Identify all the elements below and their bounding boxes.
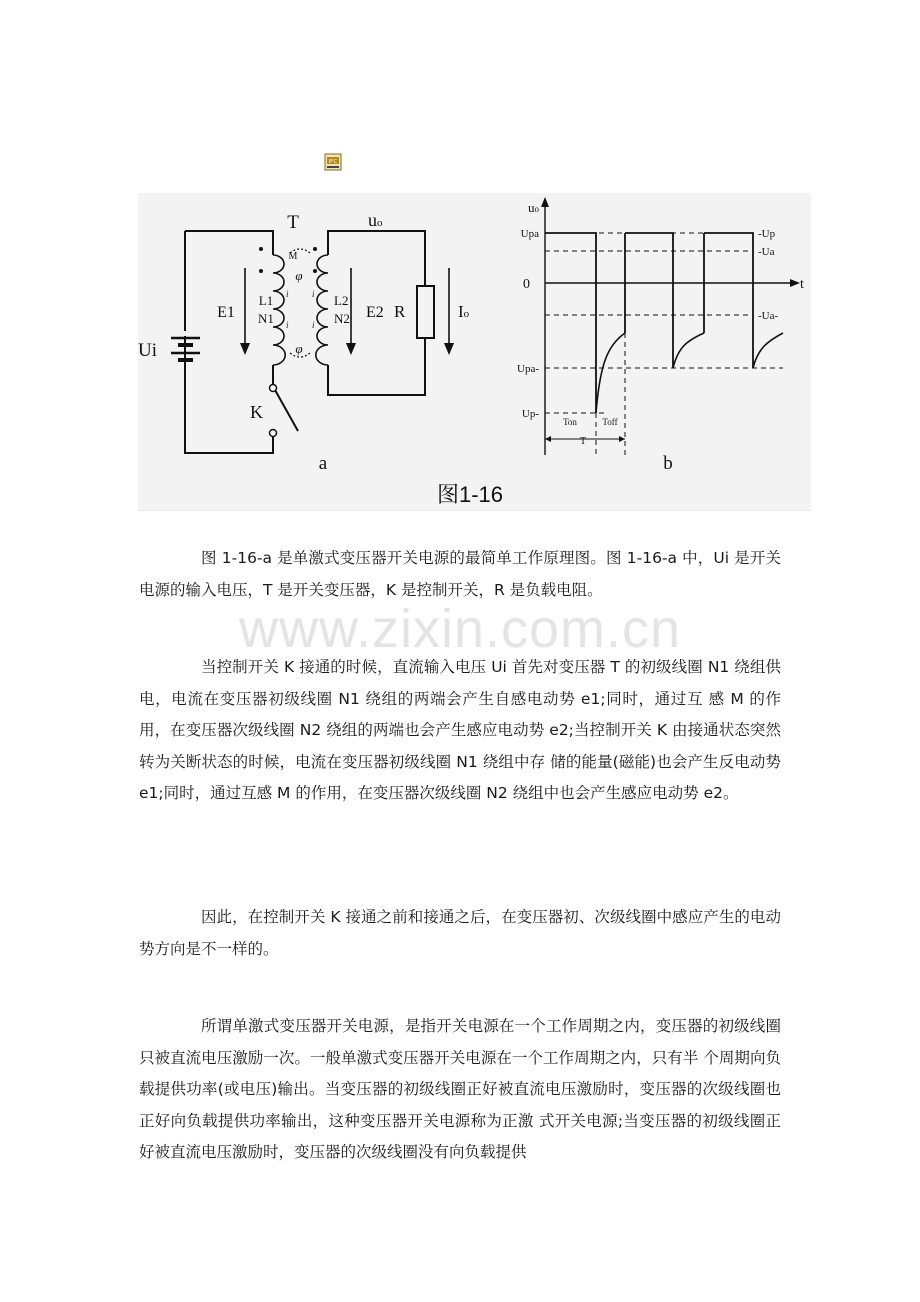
- primary-coil: [273, 255, 285, 365]
- paragraph-4: 所谓单激式变压器开关电源，是指开关电源在一个工作周期之内，变压器的初级线圈只被直流电压激励一次。一般单激式变压器开关电源在一个工作周期之内，只有半 个周期向负载提供功率(或电压)输出。当变压器的初级线圈正好被直流电压激励时，变压器的次级线圈也正好向负载提供功率输出，这种变压器开关电源称为正激 式开关电源;当变压器的初级线圈正好被直流电压激励时，变压器的次级线圈没有向负载提供: [139, 1017, 781, 1161]
- label-k: K: [250, 402, 263, 422]
- level-ua-right: -Ua: [758, 246, 775, 258]
- label-io: Io: [458, 302, 470, 321]
- level-ua-minus-right: -Ua-: [758, 310, 779, 322]
- arrow-io: [444, 268, 454, 355]
- label-m: M: [288, 251, 298, 262]
- label-phi-bottom: φ: [295, 341, 303, 356]
- label-e2: E2: [366, 304, 384, 321]
- label-n2: N2: [334, 311, 350, 326]
- figure-1-16: [138, 193, 811, 511]
- axis-t: t: [800, 277, 804, 292]
- label-a: a: [318, 453, 328, 474]
- waveform-diagram: [517, 197, 804, 474]
- label-zero: 0: [523, 277, 530, 292]
- label-t: T: [287, 212, 299, 233]
- label-period-t: T: [579, 436, 587, 447]
- label-ton: Ton: [563, 417, 577, 427]
- svg-text:IFC: IFC: [328, 159, 338, 165]
- label-i-1: i: [286, 289, 289, 299]
- label-i-4: i: [312, 320, 315, 330]
- watermark-text: www.zixin.com.cn: [238, 599, 682, 659]
- label-l2: L2: [334, 293, 349, 308]
- file-icon[interactable]: [324, 153, 342, 171]
- label-phi-top: φ: [295, 268, 303, 283]
- label-i-2: i: [286, 320, 289, 330]
- paragraph-2: 当控制开关 K 接通的时候，直流输入电压 Ui 首先对变压器 T 的初级线圈 N1 绕组供电，电流在变压器初级线圈 N1 绕组的两端会产生自感电动势 e1;同时，通过互 感 M 的作用，在变压器次级线圈 N2 绕组的两端也会产生感应电动势 e2;当控制开关 K 由接通状态突然转为关断状态的时候，电流在变压器初级线圈 N1 绕组中存 储的能量(磁能)也会产生反电动势 e1;同时，通过互感 M 的作用，在变压器次级线圈 N2 绕组中也会产生感应电动势 e2。: [139, 658, 781, 802]
- paragraph-1: 图 1-16-a 是单激式变压器开关电源的最简单工作原理图。图 1-16-a 中，Ui 是开关电源的输入电压，T 是开关变压器，K 是控制开关，R 是负载电阻。: [139, 549, 781, 599]
- arrow-e1: [240, 268, 250, 355]
- level-up-right: -Up: [758, 228, 776, 240]
- level-upa: Upa: [520, 228, 539, 240]
- label-b: b: [663, 453, 673, 474]
- paragraph-3: 因此，在控制开关 K 接通之前和接通之后，在变压器初、次级线圈中感应产生的电动势方向是不一样的。: [139, 908, 781, 958]
- figure-caption: 图1-16: [436, 482, 504, 507]
- label-ui: Ui: [138, 340, 157, 361]
- switch-k: [275, 390, 298, 431]
- circuit-diagram: [138, 210, 470, 474]
- label-l1: L1: [258, 293, 274, 308]
- level-upa-minus: Upa-: [517, 363, 539, 375]
- label-r: R: [394, 302, 406, 321]
- label-toff: Toff: [602, 417, 618, 427]
- label-n1: N1: [258, 311, 274, 326]
- label-uo: uo: [368, 210, 383, 230]
- level-up-minus: Up-: [521, 408, 539, 420]
- label-i-3: i: [312, 289, 315, 299]
- secondary-coil: [316, 255, 328, 365]
- label-e1: E1: [217, 304, 235, 321]
- axis-uo: uo: [528, 200, 539, 215]
